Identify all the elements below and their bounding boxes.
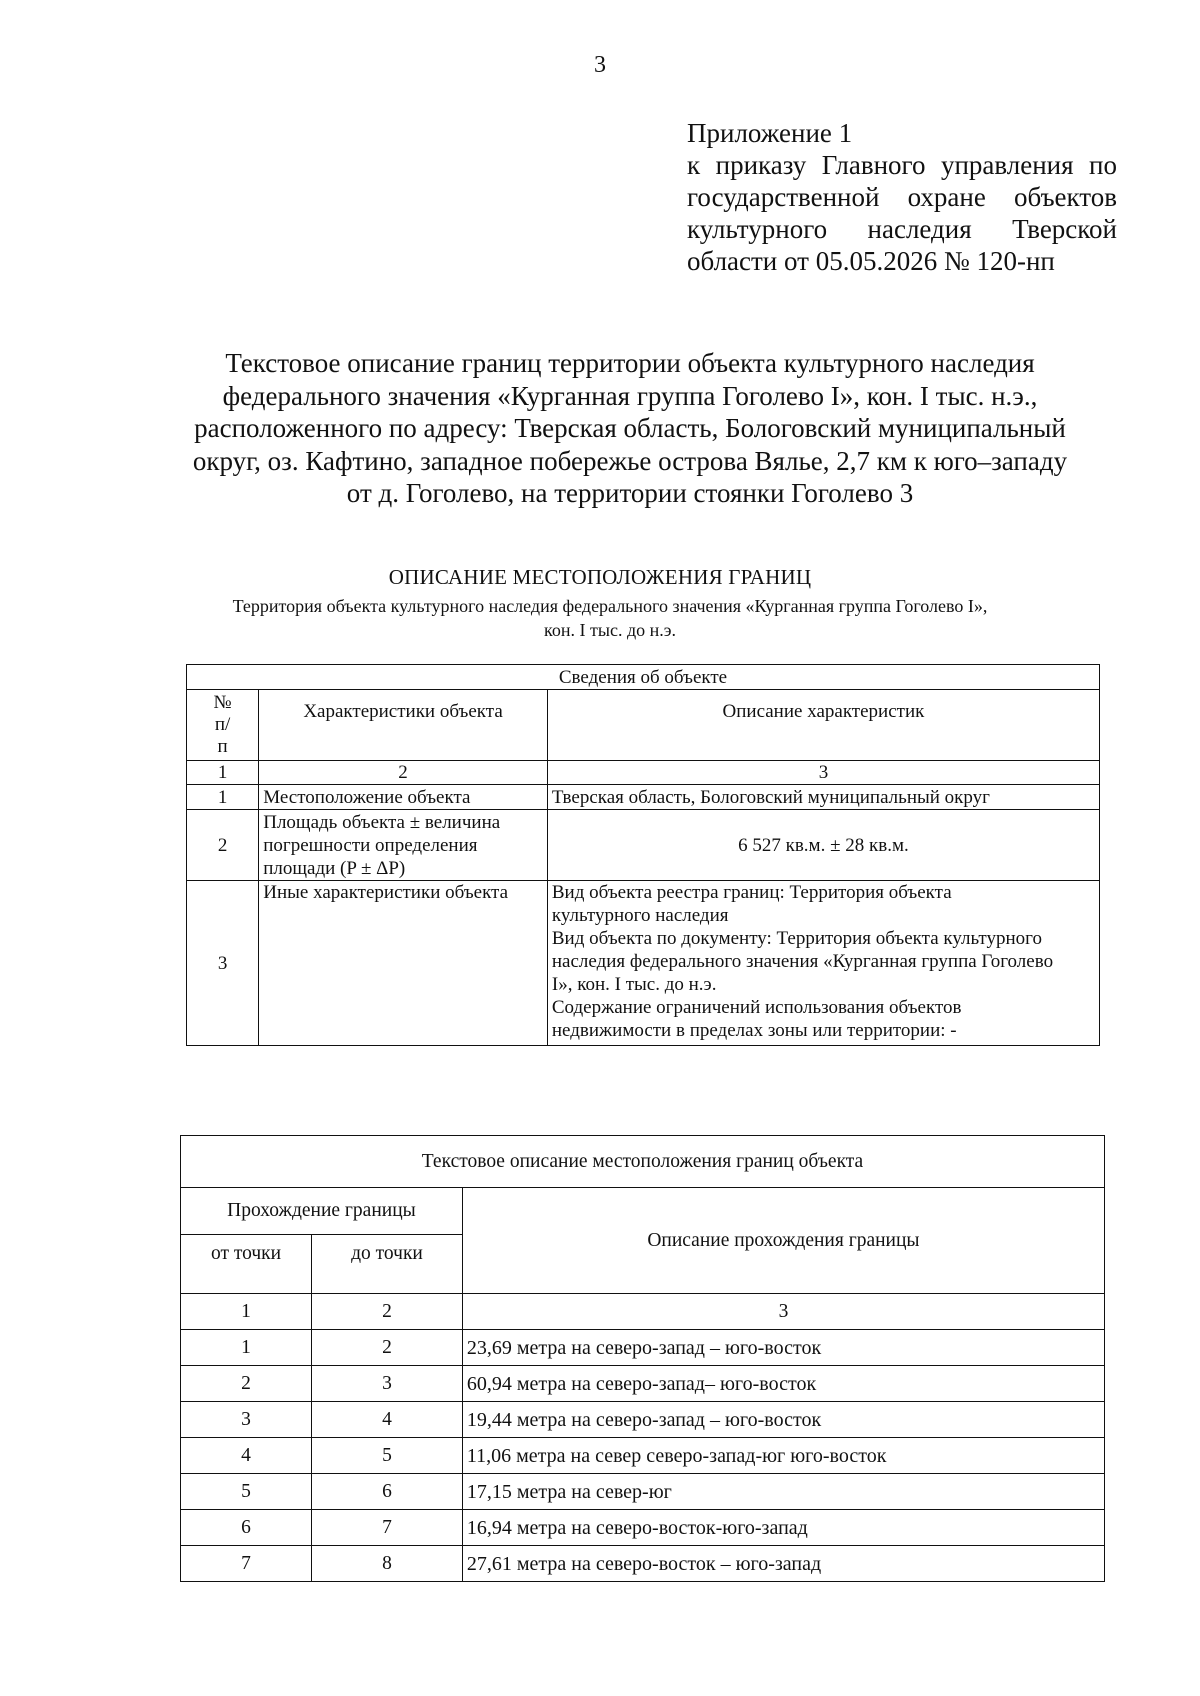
index-cell: 2 [259, 761, 548, 785]
header-num-line: № [213, 692, 232, 713]
table-row [181, 1366, 1105, 1402]
appendix-line: Приложение 1 [687, 118, 853, 148]
object-info-table [186, 664, 1100, 1046]
cell-line: погрешности определения [263, 834, 478, 856]
cell-line: Вид объекта по документу: Территория объекта культурного [551, 928, 1042, 949]
to-point: 7 [312, 1510, 463, 1546]
section-heading: ОПИСАНИЕ МЕСТОПОЛОЖЕНИЯ ГРАНИЦ [388, 565, 812, 589]
row-description: 6 527 кв.м. ± 28 кв.м. [547, 810, 1099, 881]
boundary-description: 23,69 метра на северо-запад – юго-восток [462, 1330, 1104, 1366]
boundary-description: 27,61 метра на северо-восток – юго-запад [462, 1546, 1104, 1582]
section-subheading [150, 594, 1070, 642]
to-point: 8 [312, 1546, 463, 1582]
boundary-description: 17,15 метра на север-юг [462, 1474, 1104, 1510]
table-row [181, 1402, 1105, 1438]
boundary-description: 19,44 метра на северо-запад – юго-восток [462, 1402, 1104, 1438]
document-title [150, 347, 1110, 510]
boundary-description: 60,94 метра на северо-запад– юго-восток [462, 1366, 1104, 1402]
cell-line: Площадь объекта ± величина [263, 811, 501, 833]
appendix-line: культурного наследия Тверской [687, 214, 1117, 244]
table-row [181, 1438, 1105, 1474]
table-caption: Сведения об объекте [187, 665, 1100, 690]
to-point: 3 [312, 1366, 463, 1402]
appendix-line: области от 05.05.2026 № 120-нп [687, 246, 1055, 276]
page-number: 3 [594, 52, 606, 78]
header-description: Описание прохождения границы [462, 1188, 1104, 1294]
header-from: от точки [181, 1235, 312, 1294]
boundary-description: 11,06 метра на север северо-запад-юг юго-восток [462, 1438, 1104, 1474]
row-num: 2 [187, 810, 259, 881]
table-row [181, 1510, 1105, 1546]
table-row [187, 810, 1100, 881]
to-point: 5 [312, 1438, 463, 1474]
from-point: 2 [181, 1366, 312, 1402]
section-sub-line: кон. I тыс. до н.э. [544, 620, 676, 640]
cell-line: Вид объекта реестра границ: Территория объекта [551, 882, 952, 903]
index-cell: 3 [547, 761, 1099, 785]
row-description: Тверская область, Бологовский муниципальный округ [547, 785, 1099, 810]
title-line: Текстовое описание границ территории объекта культурного наследия [225, 348, 1035, 378]
table-caption: Текстовое описание местоположения границ объекта [181, 1136, 1105, 1188]
title-line: от д. Гоголево, на территории стоянки Гоголево 3 [346, 478, 914, 508]
table-row [181, 1330, 1105, 1366]
title-line: округ, оз. Кафтино, западное побережье острова Вялье, 2,7 км к юго–западу [192, 445, 1068, 476]
row-num: 3 [187, 881, 259, 1046]
appendix-line: государственной охране объектов [687, 182, 1117, 212]
index-cell: 3 [462, 1294, 1104, 1330]
table-index-row [181, 1294, 1105, 1330]
from-point: 1 [181, 1330, 312, 1366]
appendix-line: к приказу Главного управления по [687, 150, 1117, 180]
cell-line: Содержание ограничений использования объектов [551, 997, 962, 1018]
boundary-table [180, 1135, 1105, 1582]
title-line: расположенного по адресу: Тверская область, Бологовский муниципальный [194, 413, 1066, 443]
table-index-row [187, 761, 1100, 785]
header-num-line: п [217, 736, 228, 757]
from-point: 4 [181, 1438, 312, 1474]
to-point: 4 [312, 1402, 463, 1438]
boundary-description: 16,94 метра на северо-восток-юго-запад [462, 1510, 1104, 1546]
section-sub-line: Территория объекта культурного наследия федерального значения «Курганная группа Гоголево I», [232, 596, 988, 616]
table-row [181, 1546, 1105, 1582]
from-point: 6 [181, 1510, 312, 1546]
cell-line: недвижимости в пределах зоны или территории: - [551, 1020, 957, 1041]
to-point: 2 [312, 1330, 463, 1366]
header-description: Описание характеристик [547, 690, 1099, 761]
from-point: 5 [181, 1474, 312, 1510]
table-header-row [181, 1188, 1105, 1235]
header-num [187, 690, 259, 761]
table-caption-row [187, 665, 1100, 690]
cell-line: I», кон. I тыс. до н.э. [551, 974, 717, 995]
title-line: федерального значения «Курганная группа Гоголево I», кон. I тыс. н.э., [222, 380, 1038, 411]
header-num-line: п/ [214, 714, 231, 735]
header-characteristics: Характеристики объекта [259, 690, 548, 761]
table-row [187, 881, 1100, 1046]
from-point: 3 [181, 1402, 312, 1438]
to-point: 6 [312, 1474, 463, 1510]
cell-line: наследия федерального значения «Курганная группа Гоголево [551, 951, 1054, 972]
header-to: до точки [312, 1235, 463, 1294]
row-characteristic: Иные характеристики объекта [259, 881, 548, 1046]
appendix-block [687, 117, 1117, 277]
cell-line: культурного наследия [551, 905, 729, 926]
table-header-row [187, 690, 1100, 761]
table-row [187, 785, 1100, 810]
row-characteristic [259, 810, 548, 881]
row-characteristic: Местоположение объекта [259, 785, 548, 810]
row-description [547, 881, 1099, 1046]
from-point: 7 [181, 1546, 312, 1582]
row-num: 1 [187, 785, 259, 810]
index-cell: 2 [312, 1294, 463, 1330]
table-caption-row [181, 1136, 1105, 1188]
header-passage: Прохождение границы [181, 1188, 463, 1235]
index-cell: 1 [181, 1294, 312, 1330]
table-row [181, 1474, 1105, 1510]
index-cell: 1 [187, 761, 259, 785]
cell-line: площади (P ± ΔP) [263, 857, 406, 879]
